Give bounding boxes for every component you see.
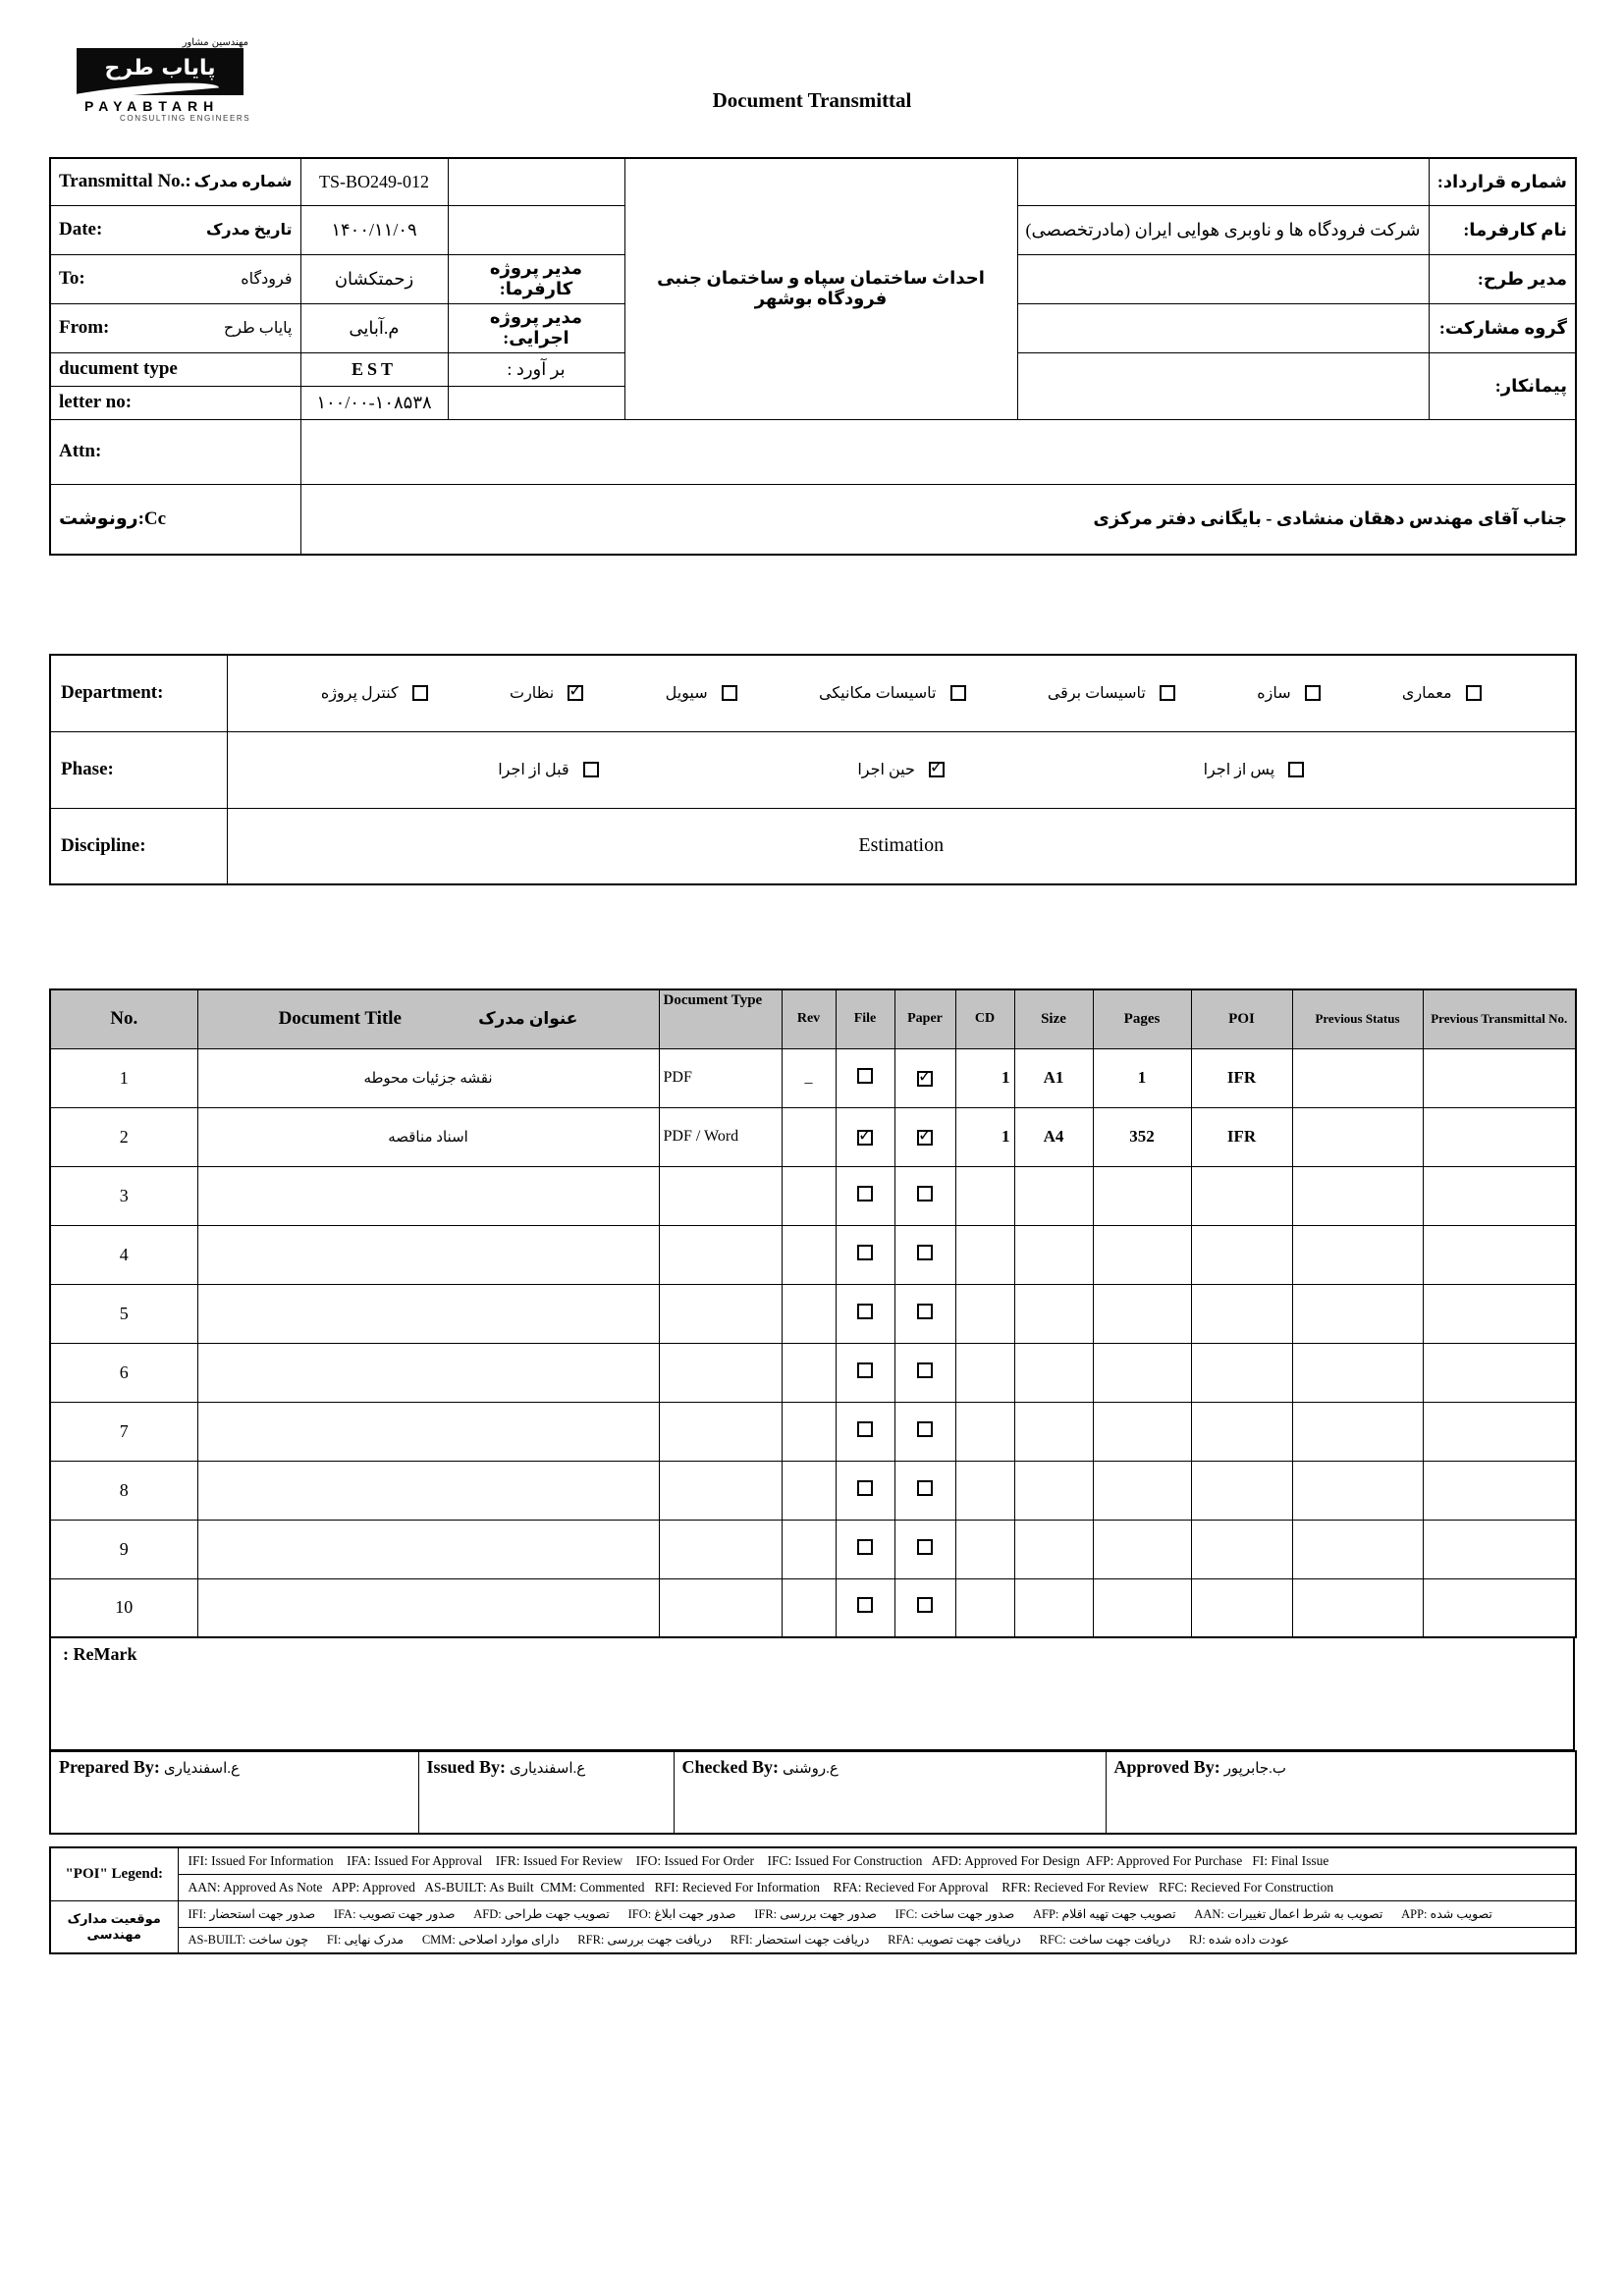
doc-prev-status-cell (1292, 1402, 1423, 1461)
date-label-en: Date: (59, 219, 103, 240)
checkbox-icon[interactable] (857, 1186, 873, 1201)
doc-prev-transmittal-cell (1423, 1166, 1576, 1225)
doc-cd-cell (955, 1225, 1014, 1284)
cc-label: رونوشت:Cc (59, 508, 167, 530)
doc-prev-status-cell (1292, 1225, 1423, 1284)
doc-prev-transmittal-cell (1423, 1461, 1576, 1520)
doc-rev-cell (782, 1578, 836, 1637)
date-label-cell (50, 205, 300, 254)
checkbox-icon[interactable] (917, 1597, 933, 1613)
doc-title-cell (197, 1402, 659, 1461)
doc-prev-transmittal-cell (1423, 1343, 1576, 1402)
doc-no-cell: 6 (50, 1343, 197, 1402)
doc-type-cell (659, 1225, 782, 1284)
issued-by-label: Issued By: (426, 1757, 507, 1777)
checkbox-icon[interactable] (857, 1480, 873, 1496)
doc-prev-status-cell (1292, 1520, 1423, 1578)
doc-no-cell: 10 (50, 1578, 197, 1637)
checkbox-icon[interactable] (1288, 762, 1304, 777)
checkbox-icon[interactable] (857, 1421, 873, 1437)
transmittal-value: TS-BO249-012 (300, 158, 448, 205)
doctype-label-cell (50, 352, 300, 386)
logo-fa-tagline: مهندسین مشاور (182, 37, 248, 48)
legend-table (49, 1846, 1577, 1954)
doc-size-cell (1014, 1284, 1093, 1343)
doc-poi-cell: IFR (1191, 1048, 1292, 1107)
document-row-1 (50, 1048, 1576, 1107)
phase-option-2 (857, 757, 945, 779)
document-row-4 (50, 1225, 1576, 1284)
checkbox-icon[interactable] (857, 1597, 873, 1613)
transmittal-label-cell (50, 158, 300, 205)
doc-prev-status-cell (1292, 1107, 1423, 1166)
checked-by-name: ع.روشنی (783, 1761, 839, 1777)
doctype-value-en: EST (300, 352, 448, 386)
checkbox-icon[interactable] (917, 1245, 933, 1260)
doc-size-cell (1014, 1402, 1093, 1461)
project-name: احداث ساختمان سپاه و ساختمان جنبی فرودگاه بوشهر (624, 158, 1017, 419)
doc-pages-cell: 352 (1093, 1107, 1191, 1166)
doc-file-cell (836, 1520, 894, 1578)
doc-rev-cell: _ (782, 1048, 836, 1107)
header-poi: POI (1191, 989, 1292, 1048)
doc-type-cell (659, 1166, 782, 1225)
design-manager-value (1017, 254, 1429, 303)
header-pages: Pages (1093, 989, 1191, 1048)
doc-no-cell: 1 (50, 1048, 197, 1107)
jv-group-value (1017, 303, 1429, 352)
doc-file-cell (836, 1107, 894, 1166)
status-legend-row-1 (50, 1900, 1576, 1927)
doc-file-cell (836, 1225, 894, 1284)
doc-prev-status-cell (1292, 1343, 1423, 1402)
doc-no-cell: 5 (50, 1284, 197, 1343)
doc-no-cell: 2 (50, 1107, 197, 1166)
doc-type-cell (659, 1578, 782, 1637)
doc-size-cell: A4 (1014, 1107, 1093, 1166)
checkbox-icon[interactable] (917, 1304, 933, 1319)
doc-poi-cell (1191, 1343, 1292, 1402)
department-option-2 (510, 680, 583, 703)
doctype-value-fa: بر آورد (515, 358, 566, 379)
phase-row (50, 731, 1576, 808)
header-prev-status: Previous Status (1292, 989, 1423, 1048)
remark-box (49, 1638, 1575, 1751)
doc-title-cell (197, 1520, 659, 1578)
doc-poi-cell (1191, 1402, 1292, 1461)
doc-type-cell (659, 1461, 782, 1520)
attn-value (300, 419, 1576, 484)
transmittal-label-en: Transmittal No.: (59, 171, 191, 192)
doc-no-cell: 9 (50, 1520, 197, 1578)
letter-no-extra-cell (448, 386, 624, 419)
doc-poi-cell (1191, 1520, 1292, 1578)
signatures-table (49, 1750, 1577, 1835)
doc-pages-cell (1093, 1578, 1191, 1637)
documents-table (49, 988, 1577, 1638)
doc-cd-cell (955, 1402, 1014, 1461)
doc-rev-cell (782, 1343, 836, 1402)
doc-prev-status-cell (1292, 1578, 1423, 1637)
doc-title-cell: نقشه جزئیات محوطه (197, 1048, 659, 1107)
discipline-value: Estimation (227, 808, 1576, 884)
department-option-label: سازه (1257, 685, 1291, 703)
header-cd: CD (955, 989, 1014, 1048)
document-row-8 (50, 1461, 1576, 1520)
approved-by-cell (1106, 1751, 1576, 1834)
logo-en-tagline: CONSULTING ENGINEERS (120, 114, 251, 123)
checked-by-cell (674, 1751, 1106, 1834)
department-label: Department: (50, 655, 227, 731)
checkbox-checked-icon[interactable]: ✓ (917, 1066, 933, 1087)
document-row-5 (50, 1284, 1576, 1343)
doc-rev-cell (782, 1284, 836, 1343)
logo-en-name: PAYABTARH (84, 98, 220, 114)
doc-paper-cell (894, 1343, 955, 1402)
approved-by-label: Approved By: (1113, 1757, 1220, 1777)
doc-pages-cell: 1 (1093, 1048, 1191, 1107)
doc-prev-transmittal-cell (1423, 1107, 1576, 1166)
document-row-7 (50, 1402, 1576, 1461)
from-role: مدیر پروژه اجرایی: (448, 303, 624, 352)
to-label-cell (50, 254, 300, 303)
transmittal-extra-cell (448, 158, 624, 205)
header-file: File (836, 989, 894, 1048)
doc-title-cell: اسناد مناقصه (197, 1107, 659, 1166)
doc-file-cell (836, 1048, 894, 1107)
doc-paper-cell (894, 1284, 955, 1343)
doc-paper-cell (894, 1166, 955, 1225)
doc-no-cell: 7 (50, 1402, 197, 1461)
checkbox-icon[interactable] (857, 1068, 873, 1084)
contract-no-value (1017, 158, 1429, 205)
doc-cd-cell (955, 1284, 1014, 1343)
cc-value: جناب آقای مهندس دهقان منشادی - بایگانی دفتر مرکزی (300, 484, 1576, 555)
doc-size-cell (1014, 1578, 1093, 1637)
to-label-en: To: (59, 268, 85, 289)
phase-option-3 (1204, 760, 1305, 779)
doc-cd-cell (955, 1343, 1014, 1402)
prepared-by-name: ع.اسفندیاری (163, 1761, 240, 1777)
doc-prev-status-cell (1292, 1284, 1423, 1343)
doctype-label: ducument type (59, 358, 178, 379)
department-option-label: کنترل پروژه (320, 685, 399, 703)
doc-title-cell (197, 1578, 659, 1637)
checkbox-icon[interactable] (917, 1539, 933, 1555)
letter-no-label: letter no: (59, 392, 133, 412)
doc-size-cell: A1 (1014, 1048, 1093, 1107)
doc-prev-transmittal-cell (1423, 1284, 1576, 1343)
doc-rev-cell (782, 1107, 836, 1166)
doc-rev-cell (782, 1225, 836, 1284)
doc-no-cell: 8 (50, 1461, 197, 1520)
doc-paper-cell (894, 1402, 955, 1461)
doc-rev-cell (782, 1461, 836, 1520)
doc-file-cell (836, 1284, 894, 1343)
doc-title-cell (197, 1225, 659, 1284)
header-rev: Rev (782, 989, 836, 1048)
doc-prev-status-cell (1292, 1461, 1423, 1520)
phase-option-label: قبل از اجرا (498, 762, 569, 778)
department-options-cell (227, 655, 1576, 731)
attn-row (50, 419, 1576, 484)
issued-by-cell (418, 1751, 674, 1834)
phase-options (228, 757, 1576, 779)
doc-pages-cell (1093, 1461, 1191, 1520)
doc-rev-cell (782, 1520, 836, 1578)
design-manager-label: مدیر طرح: (1429, 254, 1576, 303)
doc-cd-cell (955, 1461, 1014, 1520)
checkbox-icon[interactable] (583, 762, 599, 777)
doc-file-cell (836, 1402, 894, 1461)
documents-header-row (50, 989, 1576, 1048)
discipline-row (50, 808, 1576, 884)
checked-by-label: Checked By: (681, 1757, 779, 1777)
doc-prev-transmittal-cell (1423, 1520, 1576, 1578)
page-title: Document Transmittal (712, 88, 912, 112)
status-legend-line-1: IFI: صدور جهت استحضار IFA: صدور جهت تصویب AFD: تصویب جهت طراحی IFO: صدور جهت ابلاغ IFR: صدور جهت بررسی IFC: صدور جهت ساخت AFP: تصویب جهت تهیه اقلام AAN: تصویب به شرط اعمال تغییرات APP: تصویب شده (178, 1900, 1576, 1927)
department-option-label: نظارت (510, 685, 555, 703)
phase-option-1 (498, 760, 598, 779)
doc-prev-status-cell (1292, 1166, 1423, 1225)
department-options (228, 680, 1576, 703)
doc-no-cell: 3 (50, 1166, 197, 1225)
date-label-fa: تاریخ مدرک (205, 222, 293, 239)
status-legend-line-2: AS-BUILT: چون ساخت FI: مدرک نهایی CMM: دارای موارد اصلاحی RFR: دریافت جهت بررسی RFI: دریافت جهت استحضار RFA: دریافت جهت تصویب RFC: دریافت جهت ساخت RJ: عودت داده شده (178, 1927, 1576, 1953)
doc-prev-transmittal-cell (1423, 1578, 1576, 1637)
to-person: زحمتکشان (300, 254, 448, 303)
doc-type-cell (659, 1284, 782, 1343)
doc-size-cell (1014, 1166, 1093, 1225)
checkbox-icon[interactable] (1160, 685, 1175, 701)
approved-by-name: ب.جابرپور (1223, 1761, 1287, 1777)
doc-poi-cell (1191, 1578, 1292, 1637)
date-value: ۱۴۰۰/۱۱/۰۹ (300, 205, 448, 254)
checkbox-checked-icon[interactable]: ✓ (917, 1125, 933, 1146)
doc-prev-transmittal-cell (1423, 1048, 1576, 1107)
department-option-label: تاسیسات مکانیکی (818, 685, 937, 703)
checkbox-checked-icon[interactable]: ✓ (929, 757, 944, 777)
prepared-by-label: Prepared By: (59, 1757, 160, 1777)
doc-file-cell (836, 1461, 894, 1520)
department-row (50, 655, 1576, 731)
page-header (49, 35, 1575, 157)
contractor-label: پیمانکار: (1429, 352, 1576, 419)
checkbox-icon[interactable] (412, 685, 428, 701)
checkbox-checked-icon[interactable]: ✓ (857, 1125, 873, 1146)
client-name-label: نام کارفرما: (1429, 205, 1576, 254)
doc-poi-cell: IFR (1191, 1107, 1292, 1166)
department-option-4 (819, 683, 966, 703)
phase-options-cell (227, 731, 1576, 808)
doc-size-cell (1014, 1461, 1093, 1520)
remark-label: : ReMark (63, 1644, 137, 1664)
doc-paper-cell (894, 1461, 955, 1520)
checkbox-icon[interactable] (857, 1245, 873, 1260)
doc-pages-cell (1093, 1284, 1191, 1343)
to-value-fa: فرودگاه (241, 271, 293, 288)
doc-prev-transmittal-cell (1423, 1402, 1576, 1461)
doc-pages-cell (1093, 1520, 1191, 1578)
doctype-separator: : (507, 358, 513, 379)
checkbox-icon[interactable] (917, 1362, 933, 1378)
doc-rev-cell (782, 1402, 836, 1461)
classification-table (49, 654, 1577, 885)
doc-no-cell: 4 (50, 1225, 197, 1284)
signatures-row (50, 1751, 1576, 1834)
header-type: Document Type (659, 989, 782, 1048)
info-table (49, 157, 1577, 556)
jv-group-label: گروه مشارکت: (1429, 303, 1576, 352)
checkbox-icon[interactable] (1305, 685, 1321, 701)
doc-title-cell (197, 1461, 659, 1520)
contract-no-label: شماره قرارداد: (1429, 158, 1576, 205)
checkbox-icon[interactable] (857, 1304, 873, 1319)
doc-pages-cell (1093, 1225, 1191, 1284)
document-row-6 (50, 1343, 1576, 1402)
doctype-value-fa-cell (448, 352, 624, 386)
doc-size-cell (1014, 1343, 1093, 1402)
header-paper: Paper (894, 989, 955, 1048)
transmittal-label-fa: شماره مدرک (193, 174, 293, 191)
doc-cd-cell: 1 (955, 1048, 1014, 1107)
doc-type-cell: PDF (659, 1048, 782, 1107)
poi-legend-label: "POI" Legend: (50, 1847, 178, 1900)
doc-paper-cell (894, 1578, 955, 1637)
doc-poi-cell (1191, 1284, 1292, 1343)
discipline-label: Discipline: (50, 808, 227, 884)
attn-label: Attn: (59, 441, 102, 461)
poi-legend-row-1 (50, 1847, 1576, 1874)
contractor-value (1017, 352, 1429, 419)
checkbox-icon[interactable] (857, 1362, 873, 1378)
letter-no-value: ۱۰۰/۰۰-۱۰۸۵۳۸ (300, 386, 448, 419)
attn-label-cell (50, 419, 300, 484)
doc-pages-cell (1093, 1166, 1191, 1225)
doc-title-cell (197, 1284, 659, 1343)
doc-size-cell (1014, 1225, 1093, 1284)
doc-poi-cell (1191, 1225, 1292, 1284)
doc-type-cell (659, 1343, 782, 1402)
checkbox-icon[interactable] (917, 1186, 933, 1201)
client-name-value: شرکت فرودگاه ها و ناوبری هوایی ایران (مادرتخصصی) (1017, 205, 1429, 254)
department-option-1 (321, 683, 428, 703)
doc-cd-cell (955, 1166, 1014, 1225)
checkbox-icon[interactable] (722, 685, 737, 701)
doc-pages-cell (1093, 1343, 1191, 1402)
cc-row (50, 484, 1576, 555)
checkbox-checked-icon[interactable]: ✓ (568, 680, 583, 701)
doc-file-cell (836, 1343, 894, 1402)
doc-type-cell (659, 1520, 782, 1578)
department-option-7 (1402, 683, 1482, 703)
doc-prev-transmittal-cell (1423, 1225, 1576, 1284)
phase-option-label: حین اجرا (857, 762, 915, 778)
letter-no-label-cell (50, 386, 300, 419)
department-option-3 (666, 683, 737, 703)
department-option-label: تاسیسات برقی (1047, 685, 1146, 703)
department-option-label: سیویل (665, 685, 708, 703)
transmittal-row (50, 158, 1576, 205)
doc-file-cell (836, 1578, 894, 1637)
to-role: مدیر پروژه کارفرما: (448, 254, 624, 303)
doc-pages-cell (1093, 1402, 1191, 1461)
poi-legend-line-1: IFI: Issued For Information IFA: Issued For Approval IFR: Issued For Review IFO: Issued For Order IFC: Issued For Construction AFD: Approved For Design AFP: Approved For Purchase FI: Final Issue (178, 1847, 1576, 1874)
header-title-en: Document Title (278, 1008, 402, 1030)
doc-title-cell (197, 1166, 659, 1225)
status-legend-row-2 (50, 1927, 1576, 1953)
header-title (197, 989, 659, 1048)
department-option-6 (1257, 683, 1320, 703)
from-value-fa: پایاب طرح (223, 320, 293, 337)
checkbox-icon[interactable] (950, 685, 966, 701)
checkbox-icon[interactable] (857, 1539, 873, 1555)
date-extra-cell (448, 205, 624, 254)
header-no: No. (50, 989, 197, 1048)
department-option-label: معماری (1401, 685, 1452, 703)
doc-cd-cell (955, 1520, 1014, 1578)
checkbox-icon[interactable] (917, 1421, 933, 1437)
header-title-fa: عنوان مدرک (478, 1009, 578, 1029)
doc-paper-cell (894, 1225, 955, 1284)
from-label-cell (50, 303, 300, 352)
doc-paper-cell (894, 1107, 955, 1166)
poi-legend-row-2 (50, 1874, 1576, 1900)
logo-fa-name: پایاب طرح (104, 55, 216, 80)
checkbox-icon[interactable] (917, 1480, 933, 1496)
doc-cd-cell: 1 (955, 1107, 1014, 1166)
status-legend-label: موقعیت مدارک مهندسی (50, 1900, 178, 1953)
header-size: Size (1014, 989, 1093, 1048)
doc-size-cell (1014, 1520, 1093, 1578)
header-prev-transmittal: Previous Transmittal No. (1423, 989, 1576, 1048)
prepared-by-cell (50, 1751, 418, 1834)
issued-by-name: ع.اسفندیاری (510, 1761, 586, 1777)
doc-type-cell: PDF / Word (659, 1107, 782, 1166)
document-row-2 (50, 1107, 1576, 1166)
document-row-10 (50, 1578, 1576, 1637)
from-person: م.آبایی (300, 303, 448, 352)
poi-legend-line-2: AAN: Approved As Note APP: Approved AS-BUILT: As Built CMM: Commented RFI: Recieved For Information RFA: Recieved For Approval RFR: Recieved For Review RFC: Recieved For Construction (178, 1874, 1576, 1900)
doc-type-cell (659, 1402, 782, 1461)
checkbox-icon[interactable] (1466, 685, 1482, 701)
doc-cd-cell (955, 1578, 1014, 1637)
doc-paper-cell (894, 1520, 955, 1578)
doc-poi-cell (1191, 1461, 1292, 1520)
doc-paper-cell (894, 1048, 955, 1107)
doc-poi-cell (1191, 1166, 1292, 1225)
from-label-en: From: (59, 317, 110, 338)
document-row-9 (50, 1520, 1576, 1578)
doc-title-cell (197, 1343, 659, 1402)
doc-rev-cell (782, 1166, 836, 1225)
phase-label: Phase: (50, 731, 227, 808)
document-row-3 (50, 1166, 1576, 1225)
doc-prev-status-cell (1292, 1048, 1423, 1107)
doc-file-cell (836, 1166, 894, 1225)
phase-option-label: پس از اجرا (1203, 762, 1275, 778)
department-option-5 (1048, 683, 1175, 703)
cc-label-cell (50, 484, 300, 555)
